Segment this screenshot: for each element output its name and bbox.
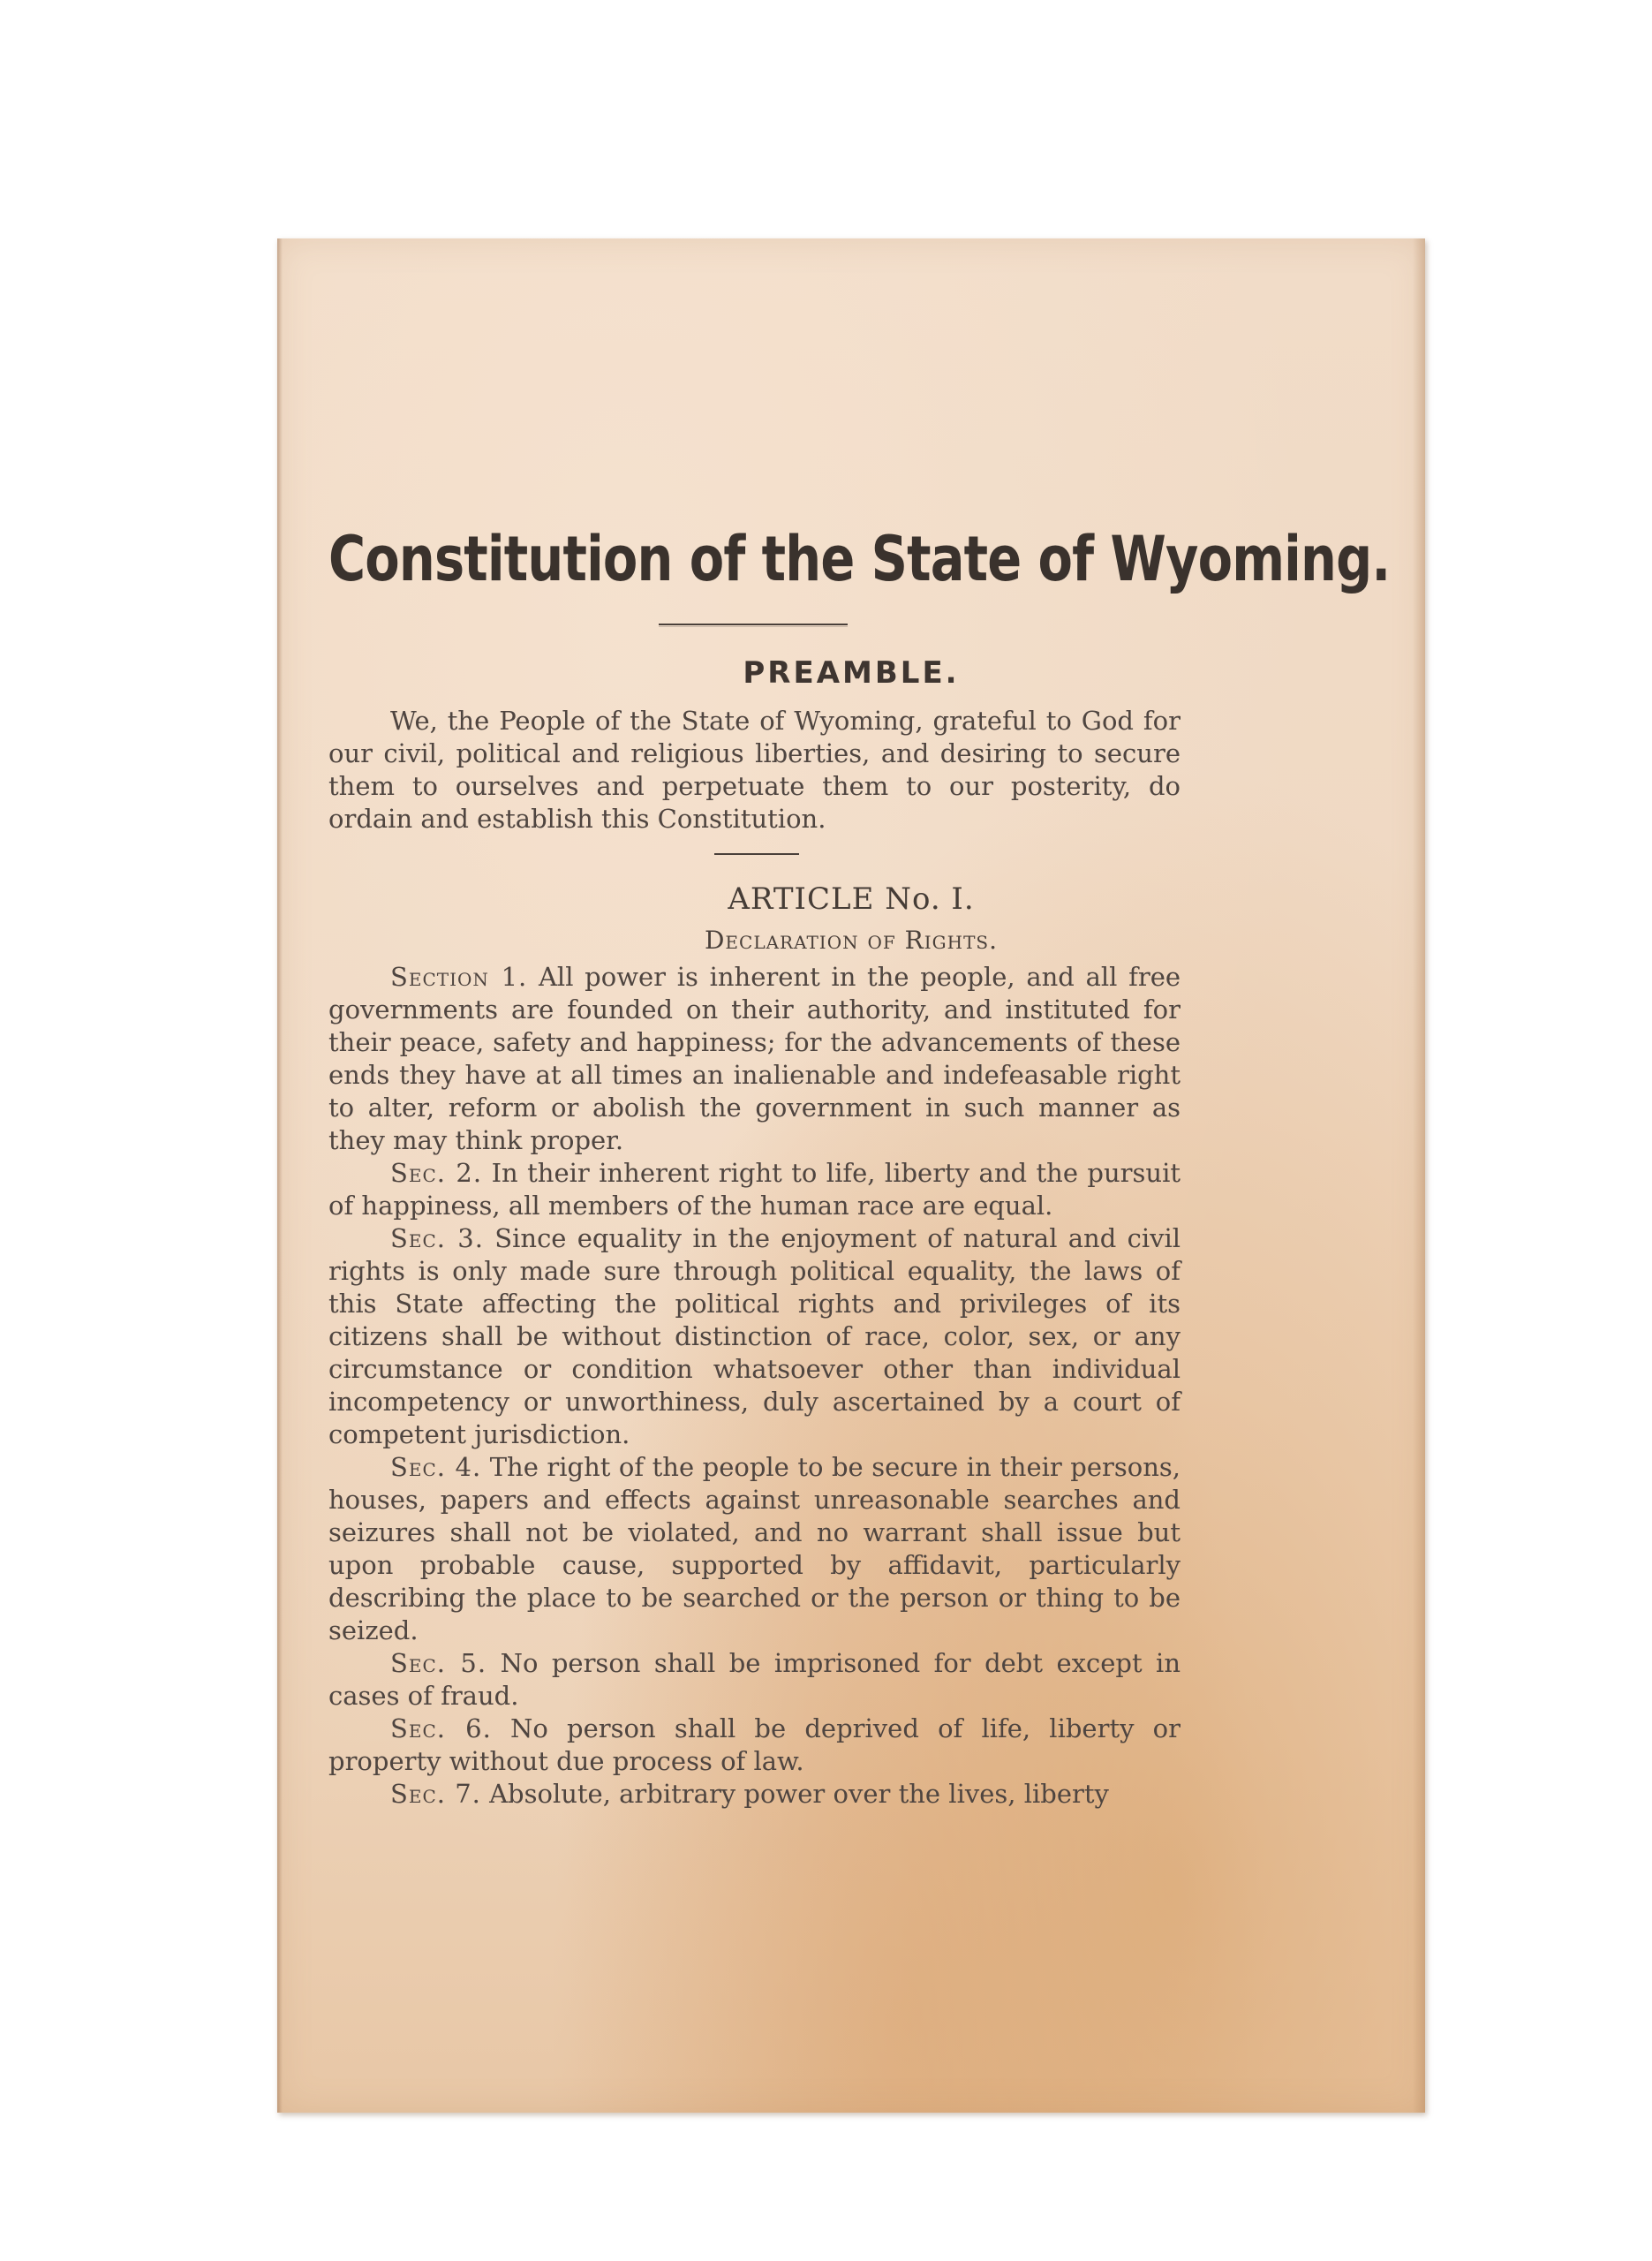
section-paragraph [328,1157,1181,1222]
section-text: The right of the people to be secure in their persons, houses, papers and effects against unreasonable searches and seizures shall not be violated, and no warrant shall issue but upon probable cause, supported by affidavit, particularly describing the place to be searched or the person or thing to be seized. [328,1452,1181,1645]
document-page [277,238,1425,2113]
sections-block [328,961,1181,1811]
section-paragraph [328,1778,1181,1811]
article-subheading: Declaration of Rights. [704,926,999,955]
section-paragraph [328,961,1181,1157]
section-text: In their inherent right to life, liberty and the pursuit of happiness, all members of the human race are equal. [328,1158,1181,1221]
section-text: Since equality in the enjoyment of natural and civil rights is only made sure through political equality, the laws of this State affecting the political rights and privileges of its citizens shall be without distinction of race, color, sex, or any circumstance or condition whatsoever other than individual incompetency or unworthiness, duly ascertained by a court of competent jurisdiction. [328,1223,1181,1449]
section-label: Sec. 6. [390,1713,492,1743]
title-divider [659,624,848,625]
document-title: Constitution of the State of Wyoming. [328,523,1391,595]
section-text: No person shall be imprisoned for debt except in cases of fraud. [328,1648,1181,1711]
section-label: Sec. 5. [390,1648,487,1678]
section-label: Section 1. [390,962,528,992]
section-paragraph [328,1713,1181,1778]
section-text: No person shall be deprived of life, liberty or property without due process of law. [328,1713,1181,1776]
article-heading: ARTICLE No. I. [728,881,975,917]
section-label: Sec. 2. [390,1158,483,1188]
section-label: Sec. 7. [390,1779,481,1809]
section-paragraph [328,1451,1181,1647]
preamble-text-block [328,705,1181,836]
section-label: Sec. 3. [390,1223,484,1253]
preamble-divider [714,853,799,855]
section-text: Absolute, arbitrary power over the lives, liberty [489,1779,1109,1809]
preamble-heading: PREAMBLE. [743,655,960,691]
preamble-paragraph: We, the People of the State of Wyoming, grateful to God for our civil, political and religious liberties, and desiring to secure them to ourselves and perpetuate them to our posterity, do ordain and establish this Constitution. [328,706,1181,834]
section-paragraph [328,1222,1181,1451]
section-text: All power is inherent in the people, and all free governments are founded on their authority, and instituted for their peace, safety and happiness; for the advancements of these ends they have at all times an inalienable and indefeasable right to alter, reform or abolish the government in such manner as they may think proper. [328,962,1181,1155]
section-label: Sec. 4. [390,1452,482,1482]
section-paragraph [328,1647,1181,1713]
